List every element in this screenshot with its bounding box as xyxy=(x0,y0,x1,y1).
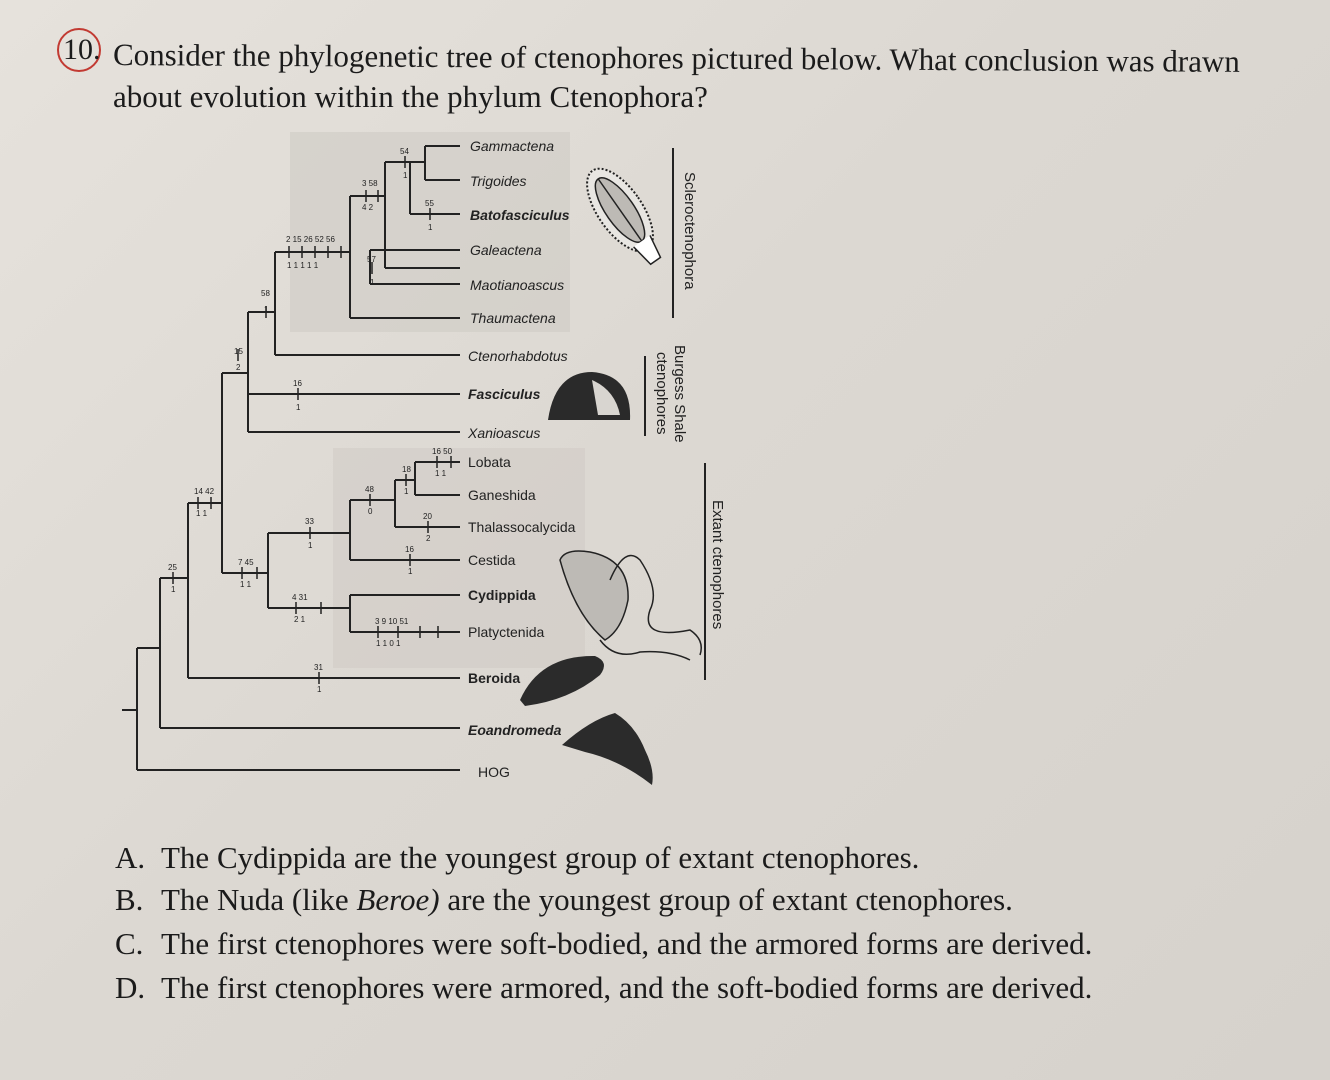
option-letter: C. xyxy=(115,926,144,961)
char-label: 55 xyxy=(425,199,434,208)
char-label: 15 xyxy=(234,347,243,356)
char-label: 1 1 xyxy=(435,469,447,478)
char-label: 54 xyxy=(400,147,409,156)
char-label: 1 1 xyxy=(196,509,208,518)
option-c[interactable] xyxy=(115,924,1092,964)
group-label-burgess-2: ctenophores xyxy=(653,352,670,435)
option-letter: D. xyxy=(115,970,146,1005)
char-label: 1 xyxy=(264,305,269,314)
char-label: 33 xyxy=(305,517,314,526)
taxon-label: Cydippida xyxy=(468,587,536,603)
taxon-label: Thalassocalycida xyxy=(468,519,576,535)
char-label: 3 9 10 51 xyxy=(375,617,409,626)
option-a[interactable] xyxy=(115,838,919,878)
char-label: 1 xyxy=(404,487,409,496)
taxon-label: Platyctenida xyxy=(468,624,545,640)
char-label: 16 50 xyxy=(432,447,453,456)
taxon-label: Maotianoascus xyxy=(470,277,565,293)
question-line-1: Consider the phylogenetic tree of ctenophores pictured below. What conclusion was drawn xyxy=(112,37,1240,79)
char-label: 2 1 xyxy=(294,615,306,624)
char-label: 58 xyxy=(261,289,270,298)
option-letter: B. xyxy=(115,882,144,917)
option-italic: Beroe) xyxy=(356,882,440,917)
char-label: 2 xyxy=(426,534,431,543)
char-label: 57 xyxy=(367,255,376,264)
option-text: The Cydippida are the youngest group of extant ctenophores. xyxy=(161,840,920,875)
taxon-label: Batofasciculus xyxy=(470,207,570,223)
option-letter: A. xyxy=(115,840,146,875)
char-label: 4 2 xyxy=(362,203,374,212)
char-label: 0 xyxy=(368,507,373,516)
char-label: 1 xyxy=(296,403,301,412)
group-label-burgess-1: Burgess Shale xyxy=(671,345,688,443)
char-label: 1 xyxy=(408,567,413,576)
burgess-ctenophore-illustration xyxy=(548,372,630,420)
char-label: 1 xyxy=(403,171,408,180)
char-label: 2 15 26 52 56 xyxy=(286,235,335,244)
char-label: 16 xyxy=(293,379,302,388)
taxon-label: Lobata xyxy=(468,454,511,470)
shaded-box-extant xyxy=(333,448,585,668)
taxon-label: Eoandromeda xyxy=(468,722,562,738)
char-label: 4 31 xyxy=(292,593,308,602)
taxon-label: Xanioascus xyxy=(468,425,541,441)
char-label: 3 58 xyxy=(362,179,378,188)
char-label: 16 xyxy=(405,545,414,554)
taxon-label: Thaumactena xyxy=(470,310,556,326)
option-text: The Nuda (like xyxy=(161,882,357,917)
eoandromeda-illustration xyxy=(562,713,653,785)
char-label: 1 xyxy=(317,685,322,694)
option-text: The first ctenophores were armored, and the soft-bodied forms are derived. xyxy=(161,970,1093,1005)
char-label: 31 xyxy=(314,663,323,672)
question-number: 10. xyxy=(63,33,101,66)
option-text-after: are the youngest group of extant ctenophores. xyxy=(439,882,1013,917)
char-label: 14 42 xyxy=(194,487,215,496)
taxon-label: Gammactena xyxy=(470,138,555,154)
scleroctenophore-illustration xyxy=(574,158,673,273)
char-label: 20 xyxy=(423,512,432,521)
char-label: 48 xyxy=(365,485,374,494)
char-label: 1 xyxy=(428,223,433,232)
group-label-extant: Extant ctenophores xyxy=(709,500,726,630)
group-label-scleroctenophora: Scleroctenophora xyxy=(681,172,698,290)
taxon-label: HOG xyxy=(478,764,510,780)
char-label: 1 xyxy=(370,278,375,287)
question-line-2: about evolution within the phylum Ctenophora? xyxy=(113,79,708,114)
char-label: 1 1 1 1 1 xyxy=(287,261,319,270)
taxon-label: Trigoides xyxy=(470,173,527,189)
option-text: The first ctenophores were soft-bodied, and the armored forms are derived. xyxy=(161,926,1093,961)
char-label: 25 xyxy=(168,563,177,572)
taxon-label: Cestida xyxy=(468,552,516,568)
option-b[interactable] xyxy=(115,880,1013,920)
taxon-label: Beroida xyxy=(468,670,521,686)
char-label: 1 xyxy=(171,585,176,594)
shaded-box-sclero xyxy=(290,132,570,332)
char-label: 7 45 xyxy=(238,558,254,567)
char-label: 1 xyxy=(308,541,313,550)
char-label: 2 xyxy=(236,363,241,372)
taxon-label: Galeactena xyxy=(470,242,542,258)
char-label: 1 1 0 1 xyxy=(376,639,401,648)
taxon-label: Ctenorhabdotus xyxy=(468,348,568,364)
taxon-label: Ganeshida xyxy=(468,487,536,503)
char-label: 1 1 xyxy=(240,580,252,589)
char-label: 18 xyxy=(402,465,411,474)
taxon-label: Fasciculus xyxy=(468,386,541,402)
option-d[interactable] xyxy=(115,968,1092,1008)
